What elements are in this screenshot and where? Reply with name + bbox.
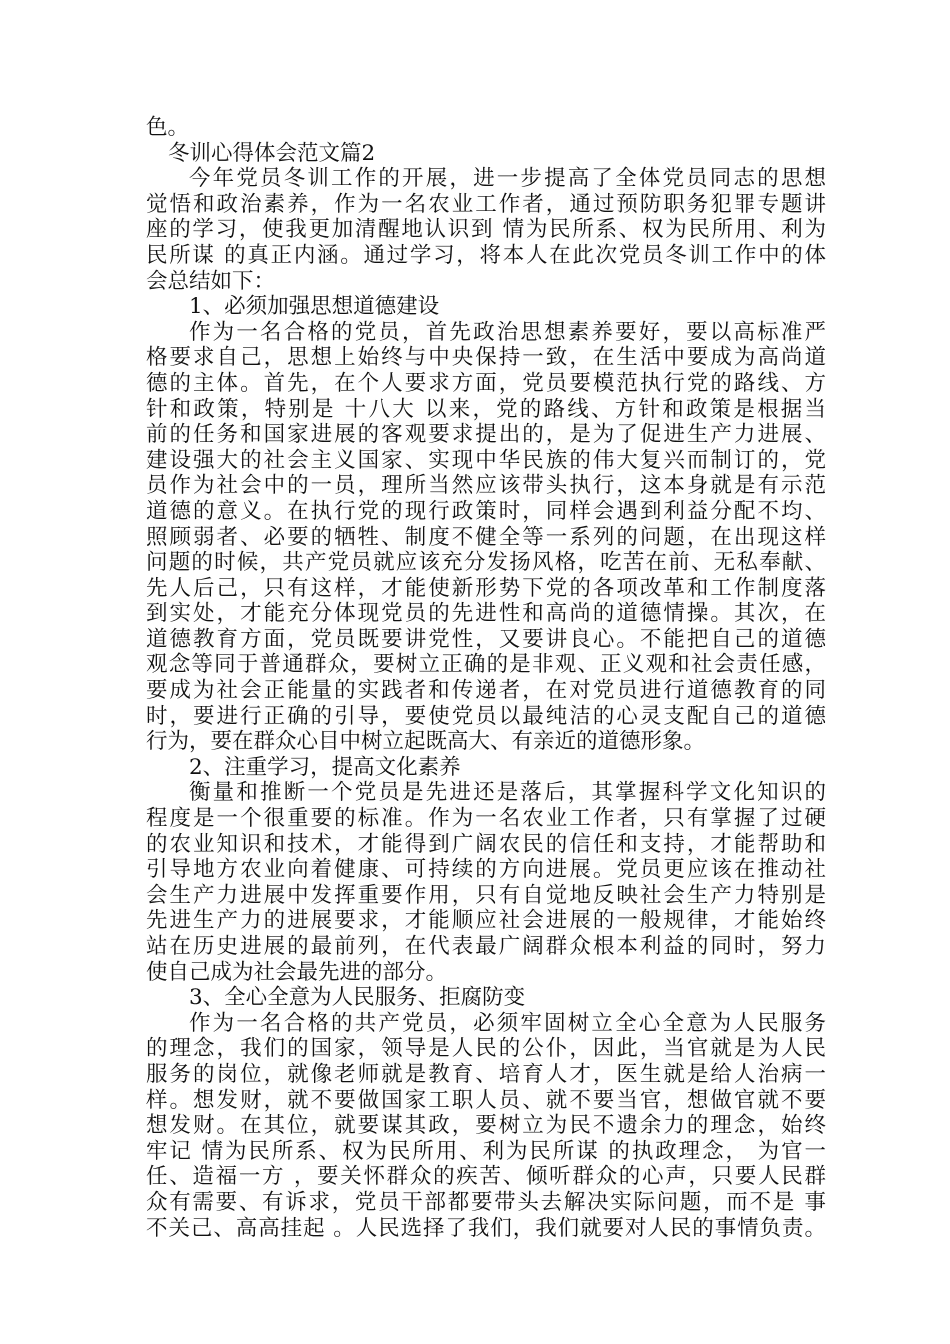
- text-line: 先人后己，只有这样，才能使新形势下党的各项改革和工作制度落: [146, 575, 826, 601]
- text-line: 1、必须加强思想道德建设: [189, 294, 440, 320]
- text-line: 先进生产力的进展要求，才能顺应社会进展的一般规律，才能始终: [146, 908, 826, 934]
- text-line: 针和政策，特别是 十八大 以来，党的路线、方针和政策是根据当: [146, 396, 826, 422]
- text-line: 2、注重学习，提高文化素养: [189, 754, 461, 780]
- text-line: 行为，要在群众心目中树立起既高大、有亲近的道德形象。: [146, 729, 706, 755]
- text-line: 德的主体。首先，在个人要求方面，党员要模范执行党的路线、方: [146, 370, 826, 396]
- text-line: 前的任务和国家进展的客观要求提出的，是为了促进生产力进展、: [146, 422, 826, 448]
- text-line: 格要求自己，思想上始终与中央保持一致，在生活中要成为高尚道: [146, 345, 826, 371]
- text-line: 道德教育方面，党员既要讲党性，又要讲良心。不能把自己的道德: [146, 626, 826, 652]
- text-line: 会生产力进展中发挥重要作用，只有自觉地反映社会生产力特别是: [146, 882, 826, 908]
- text-line: 建设强大的社会主义国家、实现中华民族的伟大复兴而制订的，党: [146, 447, 826, 473]
- text-line: 到实处，才能充分体现党员的先进性和高尚的道德情操。其次，在: [146, 601, 826, 627]
- text-line: 照顾弱者、必要的牺牲、制度不健全等一系列的问题，在出现这样: [146, 524, 826, 550]
- text-line: 今年党员冬训工作的开展，进一步提高了全体党员同志的思想: [189, 166, 826, 192]
- text-line: 站在历史进展的最前列，在代表最广阔群众根本利益的同时，努力: [146, 934, 826, 959]
- text-line: 色。: [146, 115, 190, 140]
- text-line: 3、全心全意为人民服务、拒腐防变: [189, 985, 526, 1011]
- text-line: 牢记 情为民所系、权为民所用、利为民所谋 的执政理念， 为官一: [146, 1138, 826, 1164]
- text-line: 员作为社会中的一员，理所当然应该带头执行，这本身就是有示范: [146, 473, 826, 499]
- text-line: 问题的时候，共产党员就应该充分发扬风格，吃苦在前、无私奉献、: [146, 550, 826, 576]
- text-line: 众有需要、有诉求，党员干部都要带头去解决实际问题，而不是 事: [146, 1189, 826, 1215]
- text-line: 想发财。在其位，就要谋其政，要树立为民不遗余力的理念，始终: [146, 1113, 826, 1139]
- text-line: 任、造福一方 ，要关怀群众的疾苦、倾听群众的心声，只要人民群: [146, 1164, 826, 1190]
- text-line: 样。想发财，就不要做国家工职人员、就不要当官，想做官就不要: [146, 1087, 826, 1113]
- text-line: 民所谋 的真正内涵。通过学习，将本人在此次党员冬训工作中的体: [146, 242, 826, 268]
- text-line: 座的学习，使我更加清醒地认识到 情为民所系、权为民所用、利为: [146, 217, 826, 243]
- text-line: 冬训心得体会范文篇2: [168, 140, 376, 166]
- text-line: 使自己成为社会最先进的部分。: [146, 959, 448, 985]
- text-line: 的理念，我们的国家，领导是人民的公仆，因此，当官就是为人民: [146, 1036, 826, 1062]
- text-line: 程度是一个很重要的标准。作为一名农业工作者，只有掌握了过硬: [146, 806, 826, 832]
- text-line: 作为一名合格的共产党员，必须牢固树立全心全意为人民服务: [189, 1010, 826, 1036]
- text-line: 不关己、高高挂起 。人民选择了我们，我们就要对人民的事情负责。: [146, 1215, 826, 1241]
- text-line: 引导地方农业向着健康、可持续的方向进展。党员更应该在推动社: [146, 857, 826, 883]
- text-line: 衡量和推断一个党员是先进还是落后，其掌握科学文化知识的: [189, 780, 826, 806]
- text-line: 觉悟和政治素养，作为一名农业工作者，通过预防职务犯罪专题讲: [146, 191, 826, 217]
- text-line: 作为一名合格的党员，首先政治思想素养要好，要以高标准严: [189, 319, 826, 345]
- text-line: 时，要进行正确的引导，要使党员以最纯洁的心灵支配自己的道德: [146, 703, 826, 729]
- text-line: 观念等同于普通群众，要树立正确的是非观、正义观和社会责任感，: [146, 652, 826, 678]
- text-line: 要成为社会正能量的实践者和传递者，在对党员进行道德教育的同: [146, 678, 826, 704]
- text-line: 会总结如下：: [146, 268, 276, 294]
- text-line: 服务的岗位，就像老师就是教育、培育人才，医生就是给人治病一: [146, 1061, 826, 1087]
- document-body: [146, 115, 826, 1241]
- text-line: 道德的意义。在执行党的现行政策时，同样会遇到利益分配不均、: [146, 498, 826, 524]
- text-line: 的农业知识和技术，才能得到广阔农民的信任和支持，才能帮助和: [146, 831, 826, 857]
